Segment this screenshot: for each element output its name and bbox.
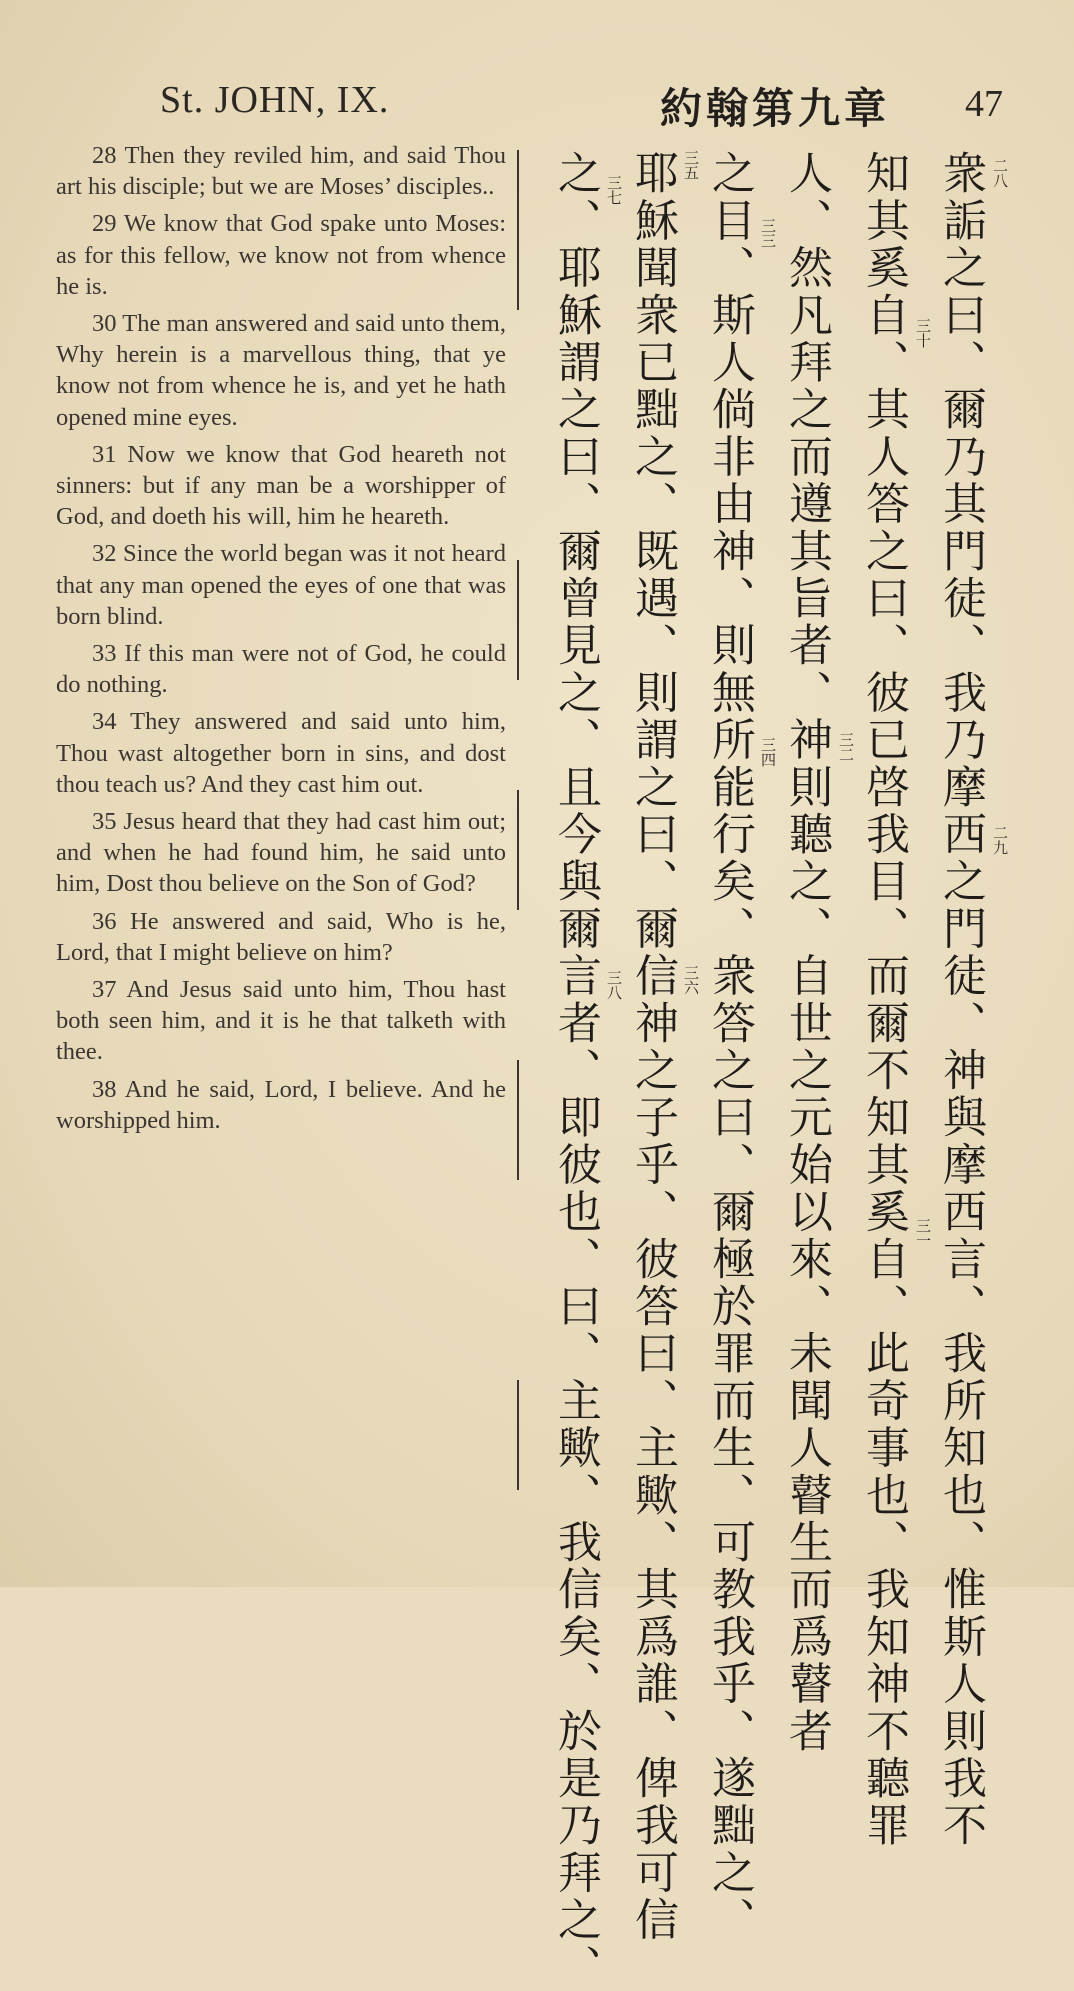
running-head-chinese: 約翰第九章 xyxy=(660,84,891,133)
verse-marker-34: 三四 xyxy=(759,737,777,767)
column-rule xyxy=(517,1380,519,1490)
verse-29: 29 We know that God spake unto Moses: as for this fellow, we know not from whence he is. xyxy=(56,210,506,300)
verse-36: 36 He answered and said, Who is he, Lord, that I might believe on him? xyxy=(56,907,506,966)
chinese-column-2: 知其奚自、其人答之曰、彼已啓我目、而爾不知其奚自、此奇事也、我知神不聽罪 xyxy=(858,150,909,1850)
verse-marker-33: 三三 xyxy=(759,218,777,248)
verse-34: 34 They answered and said unto him, Thou wast altogether born in sins, and dost thou teach us? And they cast him out. xyxy=(56,708,506,798)
verse-marker-36: 三六 xyxy=(682,965,700,995)
verse-marker-30: 三十 xyxy=(914,318,932,348)
chinese-text-block xyxy=(548,150,988,1991)
verse-marker-28: 二八 xyxy=(991,158,1009,188)
column-rule xyxy=(517,1060,519,1180)
verse-32: 32 Since the world began was it not heard that any man opened the eyes of one that was born blind. xyxy=(56,540,506,630)
verse-marker-32: 三二 xyxy=(837,732,855,762)
verse-marker-37: 三七 xyxy=(605,175,623,205)
chinese-column-3: 人、然凡拜之而遵其旨者、神則聽之、自世之元始以來、未聞人瞽生而爲瞽者 xyxy=(781,150,832,1755)
column-rule xyxy=(517,790,519,910)
chinese-column-5: 耶穌聞衆已黜之、既遇、則謂之曰、爾信神之子乎、彼答曰、主歟、其爲誰、俾我可信 xyxy=(627,150,678,1944)
column-rule xyxy=(517,560,519,680)
chinese-column-6: 之、耶穌謂之曰、爾曾見之、且今與爾言者、即彼也、曰、主歟、我信矣、於是乃拜之、 xyxy=(550,150,601,1991)
verse-31: 31 Now we know that God heareth not sinners: but if any man be a worshipper of God, and doeth his will, him he heareth. xyxy=(56,440,506,531)
verse-37: 37 And Jesus said unto him, Thou hast both seen him, and it is he that talketh with thee. xyxy=(56,976,506,1066)
verse-marker-35: 三五 xyxy=(682,150,700,180)
running-head-english: St. JOHN, IX. xyxy=(160,79,390,121)
verse-28: 28 Then they reviled him, and said Thou art his disciple; but we are Moses’ disciples.. xyxy=(56,142,506,201)
verse-38: 38 And he said, Lord, I believe. And he worshipped him. xyxy=(56,1075,506,1134)
page-number: 47 xyxy=(965,83,1003,125)
column-rule xyxy=(517,150,519,310)
verse-marker-29: 二九 xyxy=(991,825,1009,855)
chinese-column-1: 衆詬之曰、爾乃其門徒、我乃摩西之門徒、神與摩西言、我所知也、惟斯人則我不 xyxy=(935,150,986,1850)
verse-35: 35 Jesus heard that they had cast him out; and when he had found him, he said unto him, Dost thou believe on the Son of God? xyxy=(56,808,506,898)
verse-marker-38: 三八 xyxy=(605,970,623,1000)
chinese-column-4: 之目、斯人倘非由神、則無所能行矣、衆答之曰、爾極於罪而生、可教我乎、遂黜之、 xyxy=(704,150,755,1944)
verse-30: 30 The man answered and said unto them, Why herein is a marvellous thing, that ye know not from whence he is, and yet he hath opened mine eyes. xyxy=(56,310,506,431)
verse-33: 33 If this man were not of God, he could do nothing. xyxy=(56,640,506,699)
english-text-column xyxy=(56,140,506,1139)
verse-marker-31: 三一 xyxy=(914,1218,932,1248)
